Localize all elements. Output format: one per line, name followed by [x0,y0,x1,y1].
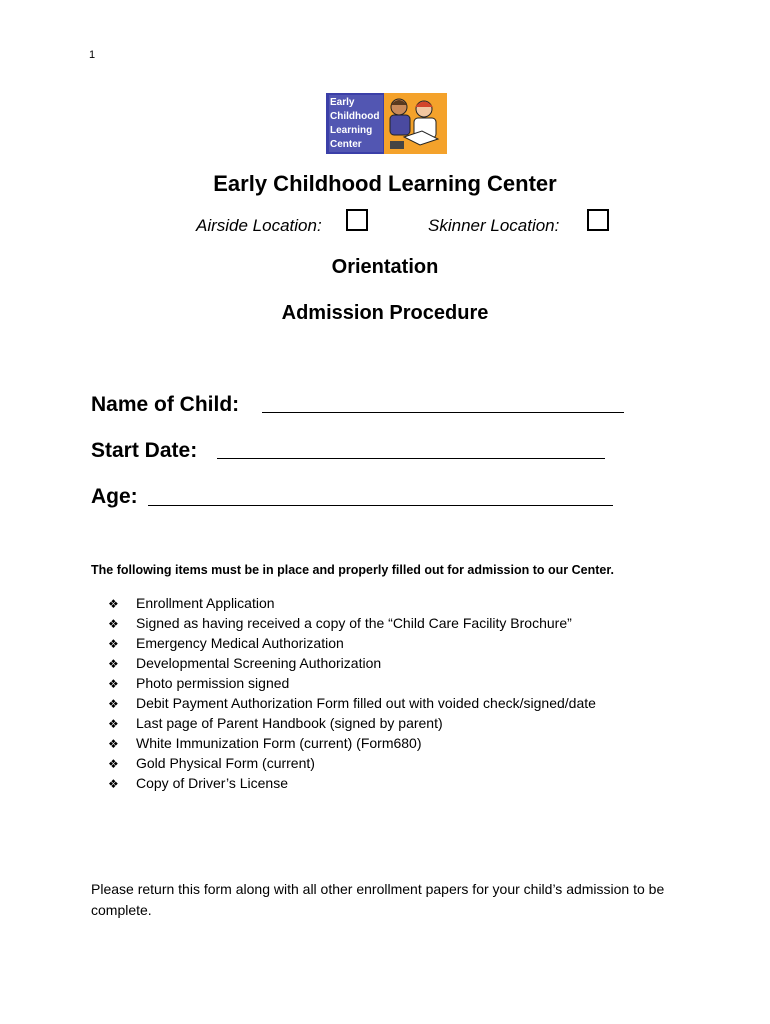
list-item: ❖ White Immunization Form (current) (Form680) [108,733,596,753]
list-item: ❖ Debit Payment Authorization Form filled out with voided check/signed/date [108,693,596,713]
airside-checkbox[interactable] [346,209,368,231]
page-number: 1 [89,49,96,61]
list-item: ❖ Last page of Parent Handbook (signed by parent) [108,713,596,733]
list-item: ❖ Enrollment Application [108,593,596,613]
center-logo [326,93,447,154]
diamond-bullet-icon: ❖ [108,757,119,771]
logo-word-early: Early [330,97,355,108]
skinner-label: Skinner Location: [428,216,560,235]
return-instructions: Please return this form along with all other enrollment papers for your child’s admission to be complete. [91,881,665,918]
requirements-list [108,593,596,793]
diamond-bullet-icon: ❖ [108,637,119,651]
diamond-bullet-icon: ❖ [108,677,119,691]
start-date-field[interactable] [217,458,605,459]
name-of-child-field[interactable] [262,412,624,413]
age-field[interactable] [148,505,613,506]
diamond-bullet-icon: ❖ [108,697,119,711]
diamond-bullet-icon: ❖ [108,717,119,731]
logo-word-childhood: Childhood [330,111,380,122]
admission-heading: Admission Procedure [281,302,489,324]
diamond-bullet-icon: ❖ [108,597,119,611]
diamond-bullet-icon: ❖ [108,777,119,791]
logo-word-learning: Learning [330,125,373,136]
orientation-heading: Orientation [331,256,439,278]
diamond-bullet-icon: ❖ [108,657,119,671]
list-item: ❖ Copy of Driver’s License [108,773,596,793]
list-item: ❖ Developmental Screening Authorization [108,653,596,673]
list-item: ❖ Gold Physical Form (current) [108,753,596,773]
logo-word-center: Center [330,139,362,150]
diamond-bullet-icon: ❖ [108,737,119,751]
airside-label: Airside Location: [196,216,322,235]
requirements-intro: The following items must be in place and properly filled out for admission to our Center. [91,563,614,577]
diamond-bullet-icon: ❖ [108,617,119,631]
list-item: ❖ Emergency Medical Authorization [108,633,596,653]
name-of-child-label: Name of Child: [91,393,240,416]
age-label: Age: [91,485,138,508]
start-date-label: Start Date: [91,439,198,462]
skinner-checkbox[interactable] [587,209,609,231]
center-title: Early Childhood Learning Center [213,171,557,196]
list-item: ❖ Photo permission signed [108,673,596,693]
list-item: ❖ Signed as having received a copy of the “Child Care Facility Brochure” [108,613,596,633]
